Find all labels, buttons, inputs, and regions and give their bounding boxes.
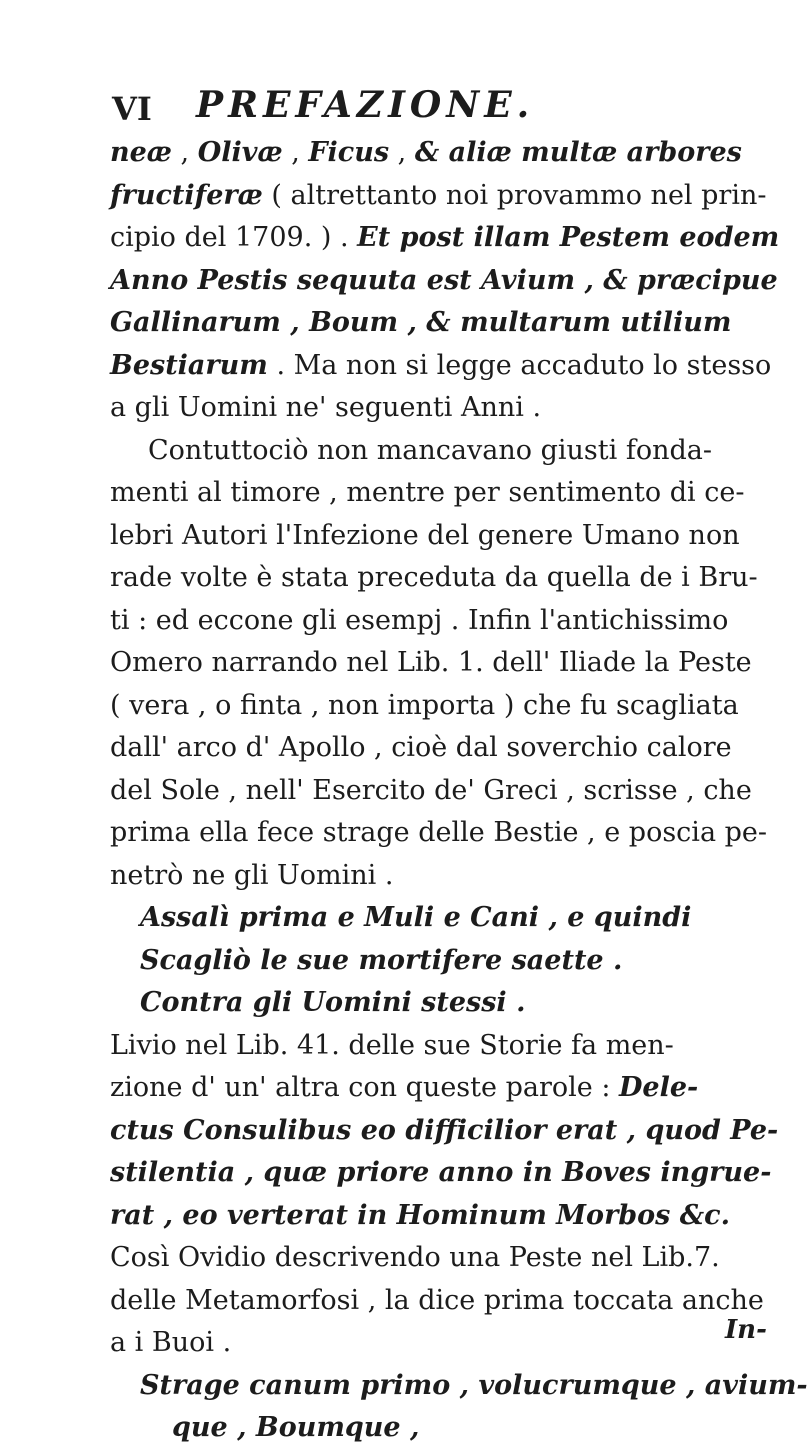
italic-text: Et post illam Pestem eodem (357, 222, 780, 253)
body-text (110, 132, 808, 1450)
italic-text: fructiferæ (110, 179, 263, 211)
text-line (110, 940, 760, 983)
roman-text: netrò ne gli Uomini . (110, 859, 394, 891)
text-line (110, 1407, 760, 1450)
text-line (110, 132, 760, 175)
text-line (110, 812, 768, 855)
text-line (110, 1322, 760, 1365)
italic-text: Dele- (619, 1072, 699, 1103)
text-line (110, 260, 778, 303)
roman-text: cipio del 1709. ) . (110, 222, 358, 253)
text-line (110, 1110, 779, 1153)
italic-text: neæ (110, 137, 172, 168)
roman-text: menti al timore , mentre per sentimento di ce- (110, 477, 745, 508)
roman-text: ( altrettanto noi provammo nel prin- (262, 179, 767, 211)
roman-text: . Ma non si legge accaduto lo stesso (267, 349, 772, 381)
italic-text: Contra gli Uomini stessi . (140, 987, 526, 1018)
page-header (112, 84, 752, 130)
text-line (110, 1237, 760, 1280)
italic-text: Assalì prima e Muli e Cani , e quindi (140, 902, 692, 933)
roman-text: Così Ovidio descrivendo una Peste nel Lib.7. (110, 1242, 720, 1273)
text-line (110, 642, 760, 685)
roman-text: Contuttociò non mancavano giusti fonda- (148, 434, 712, 466)
text-line (110, 345, 772, 388)
text-line (110, 515, 760, 558)
italic-text: Scagliò le sue mortifere saette . (140, 944, 623, 976)
roman-text: prima ella fece strage delle Bestie , e poscia pe- (110, 817, 768, 848)
italic-text: Bestiarum (110, 349, 268, 381)
text-line (110, 1025, 760, 1068)
italic-text: rat , eo verterat in Hominum Morbos &c. (110, 1199, 730, 1231)
italic-text: Anno Pestis sequuta est Avium , & præcipue (110, 264, 778, 296)
text-line (110, 302, 760, 345)
roman-text: lebri Autori l'Infezione del genere Umano non (110, 519, 740, 551)
roman-text: , (389, 137, 415, 168)
italic-text: ctus Consulibus eo difficilior erat , quod Pe- (110, 1114, 779, 1146)
roman-text: zione d' un' altra con queste parole : (110, 1072, 619, 1103)
roman-text: , (282, 137, 309, 168)
roman-text: delle Metamorfosi , la dice prima toccata anche (110, 1284, 764, 1316)
page-number: VI (112, 90, 152, 128)
text-line (110, 685, 760, 728)
text-line (110, 897, 760, 940)
italic-text: Gallinarum , Boum , & multarum utilium (110, 307, 732, 338)
roman-text: a i Buoi . (110, 1327, 232, 1358)
text-line (110, 472, 760, 515)
roman-text: , (171, 137, 198, 168)
roman-text: Omero narrando nel Lib. 1. dell' Iliade la Peste (110, 647, 752, 678)
text-line (110, 1195, 760, 1238)
roman-text: a gli Uomini ne' seguenti Anni . (110, 392, 542, 423)
italic-text: que , Boumque , (172, 1412, 420, 1443)
roman-text: Livio nel Lib. 41. delle sue Storie fa men- (110, 1029, 674, 1061)
italic-text: Strage canum primo , volucrumque , avium- (140, 1369, 808, 1401)
text-line (110, 600, 760, 643)
text-line (110, 855, 760, 898)
text-line (110, 430, 760, 473)
italic-text: Ficus (308, 137, 390, 168)
text-line (110, 387, 760, 430)
roman-text: dall' arco d' Apollo , cioè dal soverchio calore (110, 732, 732, 763)
italic-text: stilentia , quæ priore anno in Boves ingrue- (110, 1157, 772, 1188)
italic-text: & aliæ multæ arbores (414, 137, 742, 168)
text-line (110, 1152, 772, 1195)
roman-text: del Sole , nell' Esercito de' Greci , scrisse , che (110, 774, 752, 806)
text-line (110, 175, 767, 218)
text-line (110, 770, 760, 813)
catchword: In- (725, 1315, 767, 1345)
roman-text: rade volte è stata preceduta da quella de i Bru- (110, 562, 758, 593)
text-line (110, 727, 760, 770)
text-line (110, 1365, 808, 1408)
text-line (110, 217, 780, 260)
roman-text: ( vera , o finta , non importa ) che fu scagliata (110, 689, 739, 721)
text-line (110, 1280, 764, 1323)
running-head: PREFAZIONE. (196, 84, 535, 126)
roman-text: ti : ed eccone gli esempj . Infin l'antichissimo (110, 604, 729, 636)
text-line (110, 1067, 760, 1110)
italic-text: Olivæ (197, 137, 283, 168)
text-line (110, 557, 760, 600)
text-line (110, 982, 760, 1025)
